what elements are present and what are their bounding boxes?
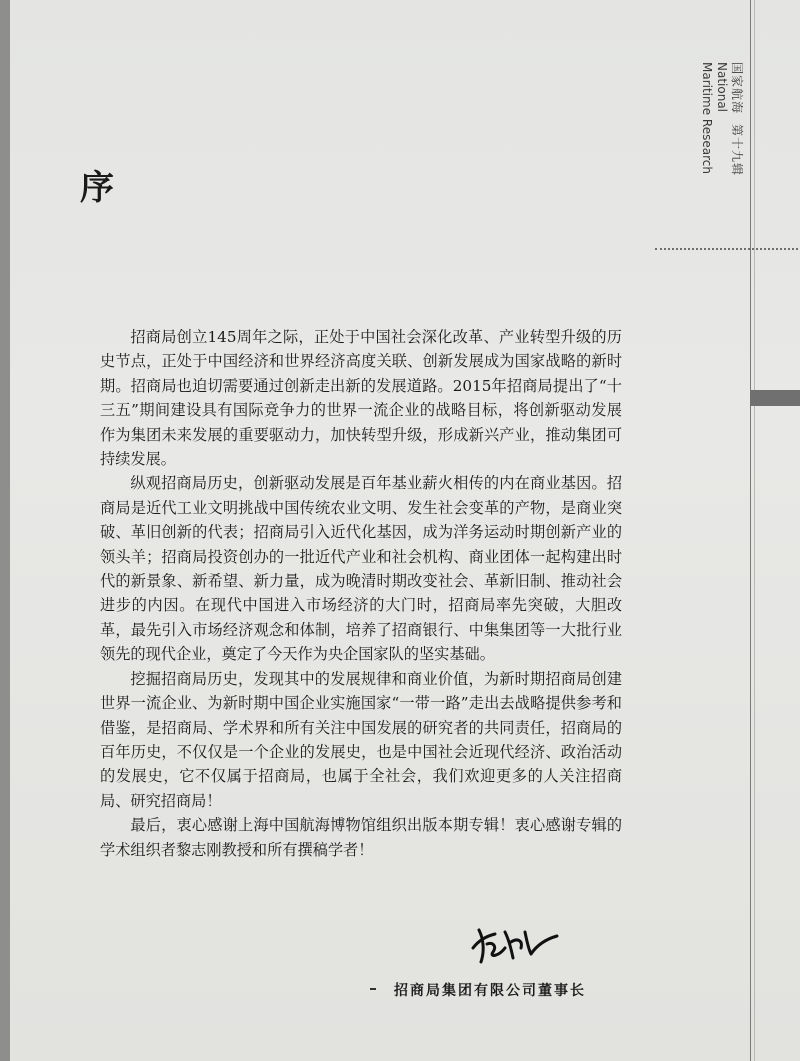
series-title-en-line2: Maritime Research xyxy=(700,62,714,174)
chapter-title: 序 xyxy=(80,168,114,208)
signatory-title: 招商局集团有限公司董事长 xyxy=(394,983,586,999)
document-page xyxy=(10,0,800,1061)
paragraph-3: 挖掘招商局历史，发现其中的发展规律和商业价值，为新时期招商局创建世界一流企业、为新时期中国企业实施国家“一带一路”走出去战略提供参考和借鉴，是招商局、学术界和所有关注中国发展的研究者的共同责任，招商局的百年历史，不仅仅是一个企业的发展史，也是中国社会近现代经济、政治活动的发展史，它不仅属于招商局，也属于全社会，我们欢迎更多的人关注招商局、研究招商局！ xyxy=(100,669,622,810)
running-header xyxy=(684,62,744,242)
paragraph-2: 纵观招商局历史，创新驱动发展是百年基业薪火相传的内在商业基因。招商局是近代工业文明挑战中国传统农业文明、发生社会变革的产物，是商业突破、革旧创新的代表；招商局引入近代化基因，成为洋务运动时期创新产业的领头羊；招商局投资创办的一批近代产业和社会机构、商业团体一起构建出时代的新景象、新希望、新力量，成为晚清时期改变社会、革新旧制、推动社会进步的内因。在现代中国进入市场经济的大门时，招商局率先突破，大胆改革，最先引入市场经济观念和体制，培养了招商银行、中集集团等一大批行业领先的现代企业，奠定了今天作为央企国家队的坚实基础。 xyxy=(100,474,622,664)
margin-rule-inner xyxy=(754,0,755,1061)
section-tab-marker xyxy=(750,390,800,406)
dotted-divider xyxy=(655,248,800,250)
issue-number: 第十九辑 xyxy=(730,124,744,177)
handwritten-signature-icon xyxy=(465,918,565,968)
series-title-cn: 国家航海 xyxy=(730,62,744,115)
dash-mark xyxy=(370,988,376,990)
paragraph-4: 最后，衷心感谢上海中国航海博物馆组织出版本期专辑！衷心感谢专辑的学术组织者黎志刚教授和所有撰稿学者！ xyxy=(100,816,622,859)
series-title-en-line1: National xyxy=(715,62,729,113)
paragraph-1: 招商局创立145周年之际，正处于中国社会深化改革、产业转型升级的历史节点，正处于中国经济和世界经济高度关联、创新发展成为国家战略的新时期。招商局也迫切需要通过创新走出新的发展道路。2015年招商局提出了“十三五”期间建设具有国际竞争力的世界一流企业的战略目标，将创新驱动发展作为集团未来发展的重要驱动力，加快转型升级，形成新兴产业，推动集团可持续发展。 xyxy=(100,328,622,469)
preface-body xyxy=(100,325,622,862)
margin-rule xyxy=(750,0,751,1061)
